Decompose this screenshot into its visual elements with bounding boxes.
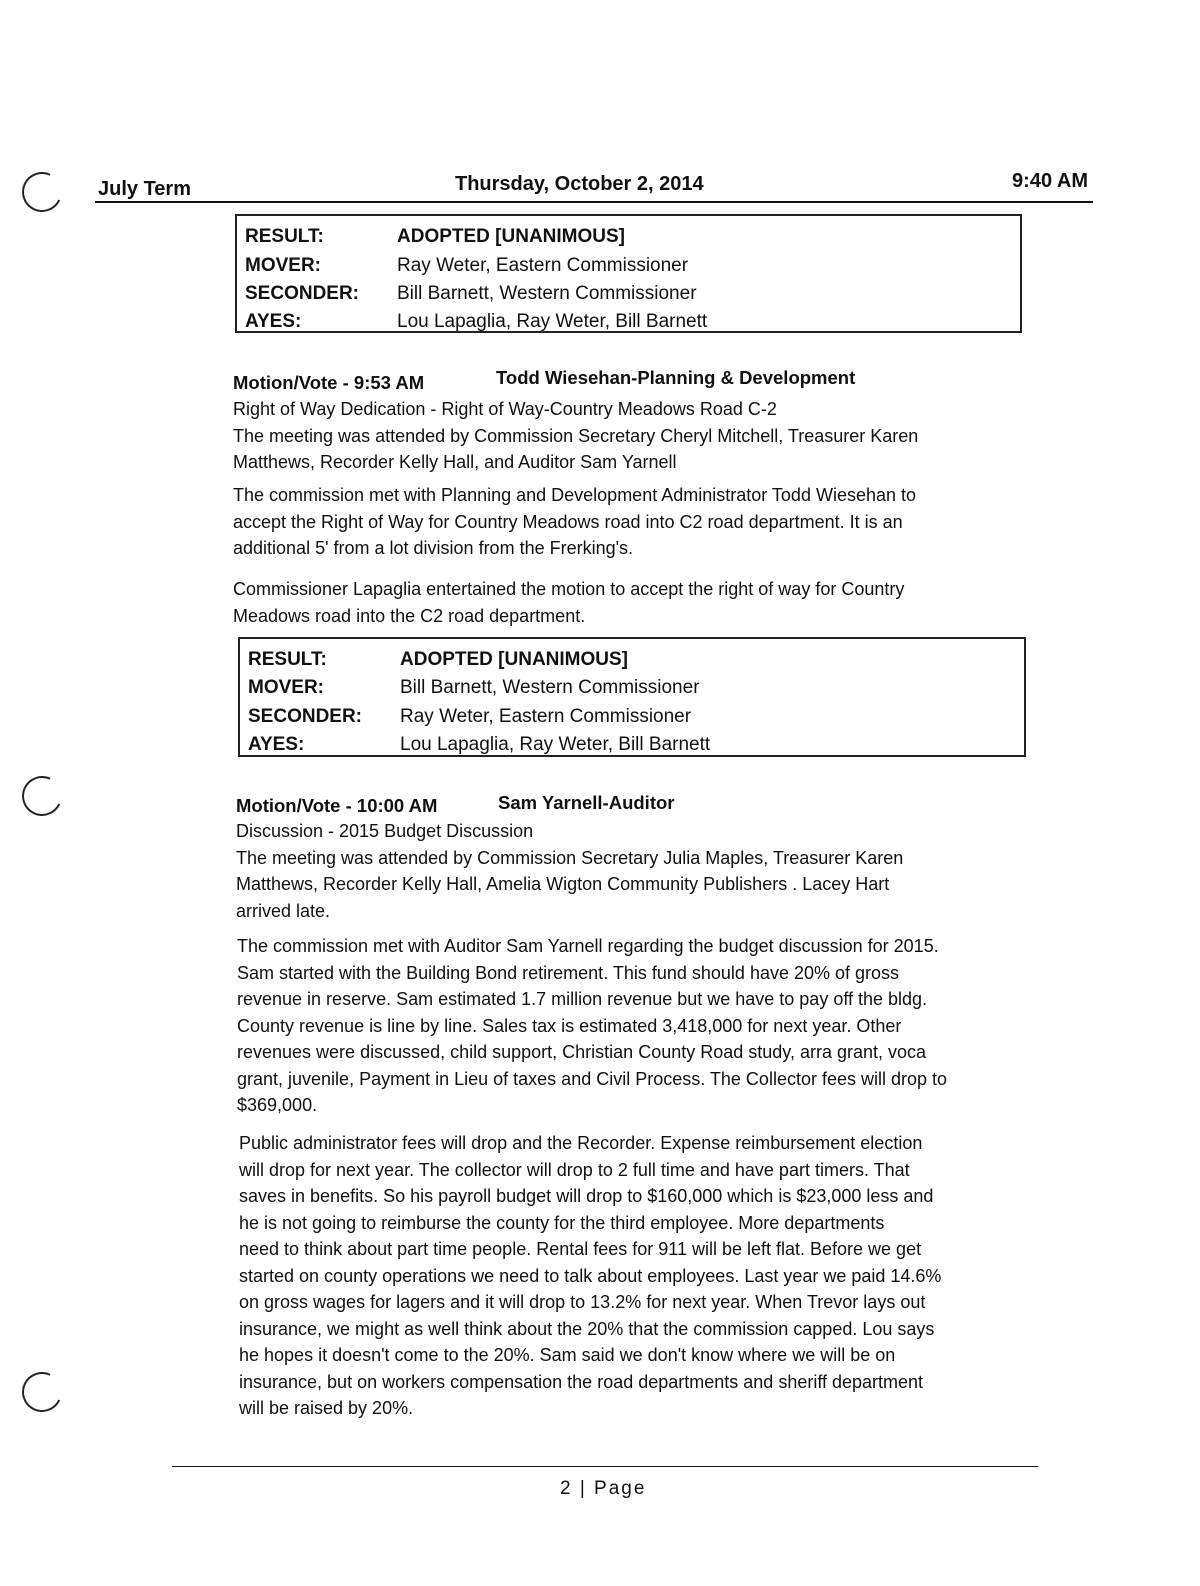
- meeting-date: Thursday, October 2, 2014: [455, 173, 704, 195]
- attendance-line: Matthews, Recorder Kelly Hall, and Auditor Sam Yarnell: [233, 452, 677, 472]
- motion-time: Motion/Vote - 10:00 AM: [236, 795, 438, 816]
- paragraph-line: need to think about part time people. Rental fees for 911 will be left flat. Before we get: [239, 1239, 922, 1259]
- vote-result-box: [235, 214, 1022, 333]
- seconder-value: Bill Barnett, Western Commissioner: [397, 283, 697, 304]
- paragraph-line: will be raised by 20%.: [239, 1398, 414, 1418]
- paragraph-line: will drop for next year. The collector will drop to 2 full time and have part timers. That: [239, 1159, 910, 1180]
- motion-subject-block: [233, 396, 918, 476]
- motion-heading: [233, 367, 856, 394]
- seconder-label: SECONDER:: [245, 283, 360, 304]
- paragraph-line: Sam started with the Building Bond retirement. This fund should have 20% of gross: [237, 962, 900, 983]
- motion-heading: [236, 792, 675, 817]
- seconder-value: Ray Weter, Eastern Commissioner: [400, 706, 692, 727]
- paragraph-line: he hopes it doesn't come to the 20%. Sam said we don't know where we will be on: [239, 1345, 896, 1365]
- term-label: July Term: [98, 178, 191, 200]
- paragraph-line: Public administrator fees will drop and the Recorder. Expense reimbursement election: [239, 1133, 923, 1153]
- result-label: RESULT:: [248, 649, 327, 670]
- motion-subject-block: [236, 818, 903, 924]
- attendance-line: The meeting was attended by Commission Secretary Julia Maples, Treasurer Karen: [236, 847, 904, 868]
- page-number: 2 | Page: [560, 1478, 647, 1499]
- paragraph-line: started on county operations we need to talk about employees. Last year we paid 14.6%: [239, 1265, 942, 1286]
- paragraph-line: revenue in reserve. Sam estimated 1.7 million revenue but we have to pay off the bldg.: [237, 989, 928, 1009]
- vote-result-box: [238, 637, 1026, 757]
- paragraph-line: County revenue is line by line. Sales tax is estimated 3,418,000 for next year. Other: [237, 1015, 902, 1036]
- binder-hole: [16, 1366, 67, 1417]
- mover-value: Ray Weter, Eastern Commissioner: [397, 255, 689, 276]
- meeting-time: 9:40 AM: [1012, 170, 1088, 192]
- paragraph-line: additional 5' from a lot division from the Frerking's.: [233, 538, 634, 558]
- motion-time: Motion/Vote - 9:53 AM: [233, 372, 425, 393]
- paragraph-line: accept the Right of Way for Country Meadows road into C2 road department. It is an: [233, 511, 903, 532]
- paragraph-line: insurance, we might as well think about the 20% that the commission capped. Lou says: [239, 1318, 935, 1339]
- paragraph-line: $369,000.: [237, 1095, 318, 1115]
- mover-label: MOVER:: [245, 255, 321, 276]
- motion-presenter: Sam Yarnell-Auditor: [498, 792, 675, 813]
- result-label: RESULT:: [245, 226, 324, 247]
- paragraph: [239, 1130, 941, 1422]
- result-value: ADOPTED [UNANIMOUS]: [400, 649, 628, 670]
- motion-subject: Right of Way Dedication - Right of Way-Country Meadows Road C-2: [233, 399, 777, 419]
- paragraph: [233, 576, 904, 629]
- paragraph-line: Commissioner Lapaglia entertained the motion to accept the right of way for Country: [233, 579, 905, 599]
- binder-hole: [16, 770, 67, 821]
- attendance-line: Matthews, Recorder Kelly Hall, Amelia Wigton Community Publishers . Lacey Hart: [236, 874, 890, 894]
- paragraph-line: insurance, but on workers compensation the road departments and sheriff department: [239, 1371, 924, 1392]
- mover-value: Bill Barnett, Western Commissioner: [400, 677, 700, 698]
- ayes-value: Lou Lapaglia, Ray Weter, Bill Barnett: [400, 734, 711, 755]
- motion-subject: Discussion - 2015 Budget Discussion: [236, 821, 534, 841]
- paragraph-line: The commission met with Auditor Sam Yarnell regarding the budget discussion for 2015.: [237, 936, 939, 956]
- paragraph-line: grant, juvenile, Payment in Lieu of taxes and Civil Process. The Collector fees will drop to: [237, 1068, 948, 1089]
- paragraph-line: revenues were discussed, child support, Christian County Road study, arra grant, voca: [237, 1042, 927, 1062]
- paragraph-line: The commission met with Planning and Development Administrator Todd Wiesehan to: [233, 485, 917, 505]
- footer-rule: [172, 1466, 1038, 1467]
- binder-hole: [16, 166, 67, 217]
- attendance-line: The meeting was attended by Commission Secretary Cheryl Mitchell, Treasurer Karen: [233, 425, 919, 446]
- paragraph-line: saves in benefits. So his payroll budget will drop to $160,000 which is $23,000 less and: [239, 1186, 934, 1206]
- seconder-label: SECONDER:: [248, 706, 363, 727]
- paragraph-line: he is not going to reimburse the county for the third employee. More departments: [239, 1212, 885, 1233]
- mover-label: MOVER:: [248, 677, 324, 698]
- header-rule: [95, 201, 1093, 203]
- paragraph: [237, 933, 947, 1119]
- paragraph: [233, 482, 916, 562]
- motion-presenter: Todd Wiesehan-Planning & Development: [496, 367, 856, 388]
- attendance-line: arrived late.: [236, 900, 331, 921]
- result-value: ADOPTED [UNANIMOUS]: [397, 226, 625, 247]
- ayes-label: AYES:: [245, 311, 302, 332]
- paragraph-line: on gross wages for lagers and it will drop to 13.2% for next year. When Trevor lays out: [239, 1292, 926, 1312]
- page-header: [95, 168, 1093, 202]
- ayes-value: Lou Lapaglia, Ray Weter, Bill Barnett: [397, 311, 708, 332]
- ayes-label: AYES:: [248, 734, 305, 755]
- paragraph-line: Meadows road into the C2 road department.: [233, 605, 586, 626]
